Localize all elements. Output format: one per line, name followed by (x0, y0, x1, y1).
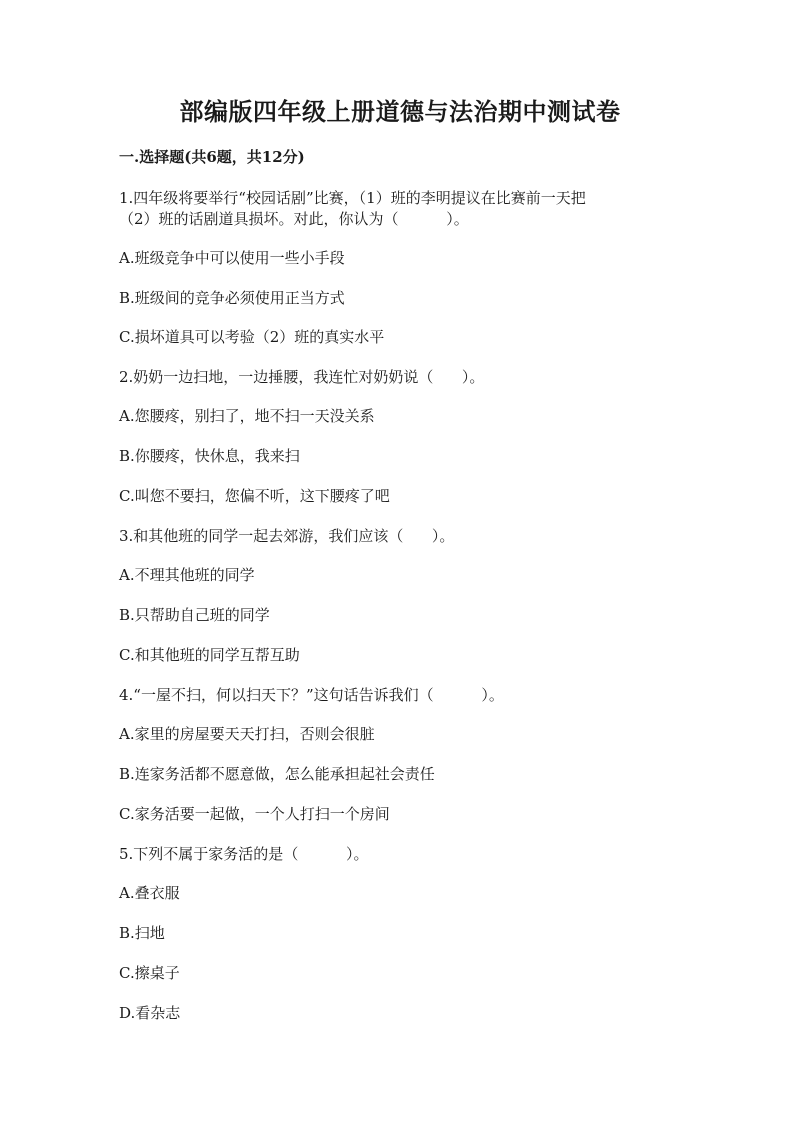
question-3-option-a: A.不理其他班的同学 (119, 566, 255, 584)
question-5-option-a: A.叠衣服 (119, 884, 180, 902)
question-5-stem: 5.下列不属于家务活的是（ ）。 (119, 845, 369, 863)
question-1-option-b: B.班级间的竞争必须使用正当方式 (119, 289, 345, 307)
question-5-option-c: C.擦桌子 (119, 964, 180, 982)
question-2-option-c: C.叫您不要扫，您偏不听，这下腰疼了吧 (119, 487, 390, 505)
question-3-option-c: C.和其他班的同学互帮互助 (119, 646, 300, 664)
question-5-option-b: B.扫地 (119, 924, 165, 942)
question-5-option-d: D.看杂志 (119, 1004, 181, 1022)
question-4-option-a: A.家里的房屋要天天打扫，否则会很脏 (119, 725, 375, 743)
section-heading: 一.选择题(共6题，共12分) (119, 148, 305, 166)
page-title: 部编版四年级上册道德与法治期中测试卷 (179, 97, 621, 126)
question-4-stem: 4.“一屋不扫，何以扫天下？”这句话告诉我们（ ）。 (119, 686, 504, 704)
question-3-stem: 3.和其他班的同学一起去郊游，我们应该（ ）。 (119, 527, 455, 545)
question-1-option-c: C.损坏道具可以考验（2）班的真实水平 (119, 328, 385, 346)
question-1-option-a: A.班级竞争中可以使用一些小手段 (119, 249, 345, 267)
question-1-stem-line-2: （2）班的话剧道具损坏。对此，你认为（ ）。 (119, 210, 469, 228)
question-2-option-b: B.你腰疼，快休息，我来扫 (119, 447, 300, 465)
question-4-option-b: B.连家务活都不愿意做，怎么能承担起社会责任 (119, 765, 435, 783)
question-4-option-c: C.家务活要一起做，一个人打扫一个房间 (119, 805, 390, 823)
question-2-option-a: A.您腰疼，别扫了，地不扫一天没关系 (119, 407, 375, 425)
question-1-stem-line-1: 1.四年级将要举行“校园话剧”比赛，（1）班的李明提议在比赛前一天把 (119, 189, 586, 207)
question-2-stem: 2.奶奶一边扫地，一边捶腰，我连忙对奶奶说（ ）。 (119, 368, 485, 386)
question-3-option-b: B.只帮助自己班的同学 (119, 606, 270, 624)
